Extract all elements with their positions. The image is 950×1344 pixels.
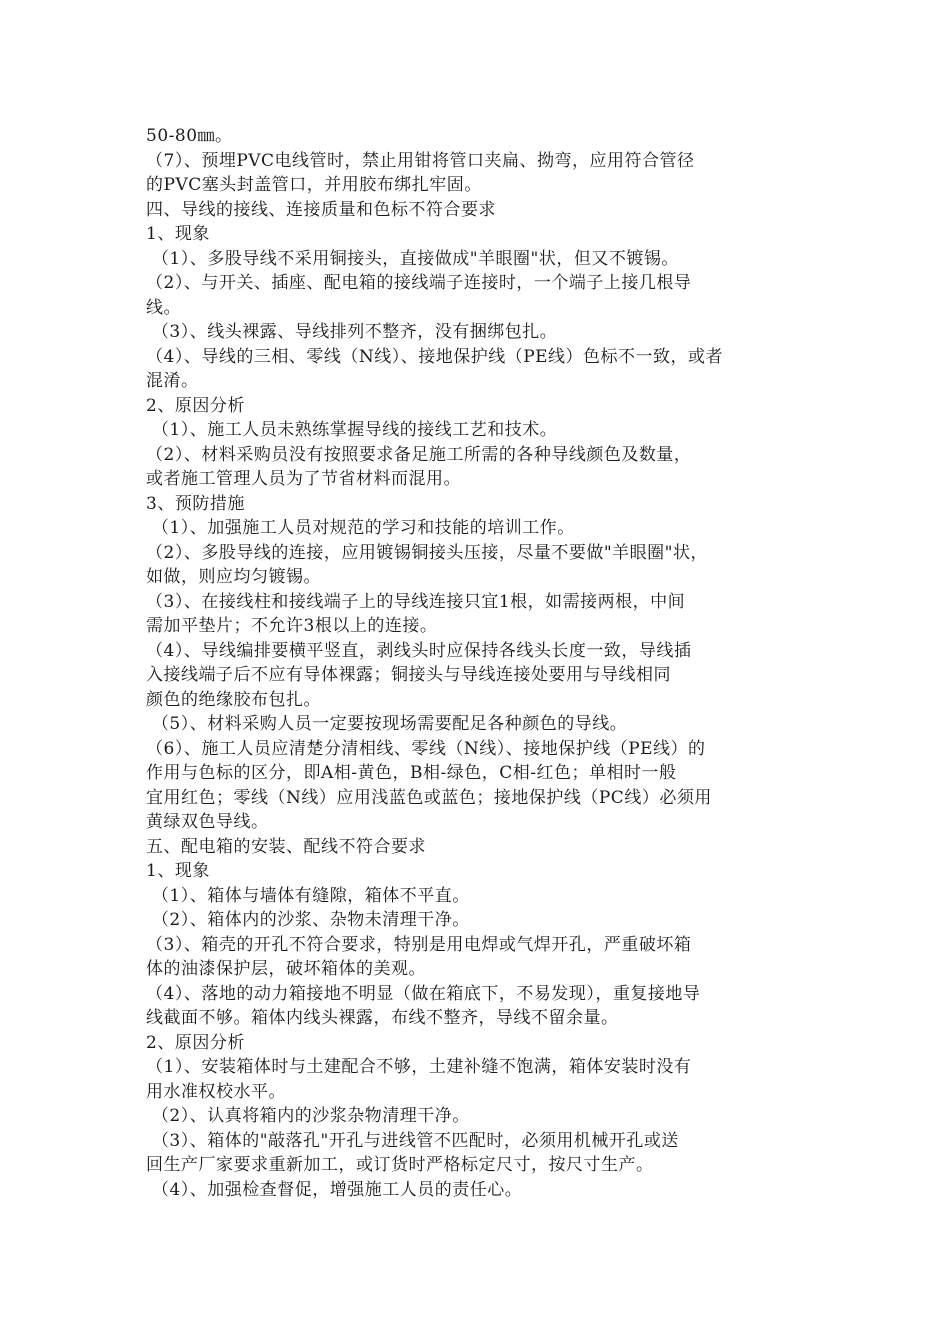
text-line: （4）、加强检查督促，增强施工人员的责任心。 xyxy=(146,1179,523,1200)
text-line: 颜色的绝缘胶布包扎。 xyxy=(146,689,321,710)
text-line: （3）、在接线柱和接线端子上的导线连接只宜1根，如需接两根，中间 xyxy=(146,591,686,612)
text-line: 线截面不够。箱体内线头裸露，布线不整齐，导线不留余量。 xyxy=(146,1008,619,1028)
text-line: （5）、材料采购人员一定要按现场需要配足各种颜色的导线。 xyxy=(146,714,628,734)
text-line: 五、配电箱的安装、配线不符合要求 xyxy=(146,836,426,857)
text-line: 的PVC塞头封盖管口，并用胶布绑扎牢固。 xyxy=(146,175,482,195)
text-line: （2）、认真将箱内的沙浆杂物清理干净。 xyxy=(146,1106,470,1126)
text-line: 四、导线的接线、连接质量和色标不符合要求 xyxy=(146,199,496,220)
text-line: 作用与色标的区分，即A相-黄色，B相-绿色，C相-红色；单相时一般 xyxy=(146,763,677,783)
text-line: 混淆。 xyxy=(146,371,199,391)
text-line: （2）、箱体内的沙浆、杂物未清理干净。 xyxy=(146,910,470,930)
text-line: 线。 xyxy=(146,297,181,318)
text-line: 用水准权校水平。 xyxy=(146,1081,286,1102)
text-line: 体的油漆保护层，破坏箱体的美观。 xyxy=(146,959,426,979)
document-body xyxy=(146,124,818,1202)
text-line: （3）、箱体的"敲落孔"开孔与进线管不匹配时，必须用机械开孔或送 xyxy=(146,1130,679,1151)
text-line: （1）、施工人员未熟练掌握导线的接线工艺和技术。 xyxy=(146,420,558,440)
text-line: 需加平垫片；不允许3根以上的连接。 xyxy=(146,616,438,636)
text-line: 2、原因分析 xyxy=(146,395,245,416)
text-line: （3）、线头裸露、导线排列不整齐，没有捆绑包扎。 xyxy=(146,322,558,342)
text-line: 1、现象 xyxy=(146,861,210,881)
text-line: （7）、预埋PVC电线管时，禁止用钳将管口夹扁、拗弯，应用符合管径 xyxy=(146,150,695,171)
text-line: （4）、导线的三相、零线（N线）、接地保护线（PE线）色标不一致，或者 xyxy=(146,346,724,367)
text-line: 2、原因分析 xyxy=(146,1032,245,1053)
text-line: （3）、箱壳的开孔不符合要求，特别是用电焊或气焊开孔，严重破坏箱 xyxy=(146,934,692,955)
text-line: 3、预防措施 xyxy=(146,493,245,514)
text-line: 或者施工管理人员为了节省材料而混用。 xyxy=(146,469,461,489)
text-line: （1）、多股导线不采用铜接头，直接做成"羊眼圈"状，但又不镀锡。 xyxy=(146,248,679,269)
text-line: 回生产厂家要求重新加工，或订货时严格标定尺寸，按尺寸生产。 xyxy=(146,1155,654,1175)
text-line: （2）、材料采购员没有按照要求备足施工所需的各种导线颜色及数量， xyxy=(146,444,692,465)
text-line: 黄绿双色导线。 xyxy=(146,812,269,832)
text-line: （2）、多股导线的连接，应用镀锡铜接头压接，尽量不要做"羊眼圈"状， xyxy=(146,542,708,563)
text-line: 入接线端子后不应有导体裸露；铜接头与导线连接处要用与导线相同 xyxy=(146,665,671,685)
text-line: 宜用红色；零线（N线）应用浅蓝色或蓝色；接地保护线（PC线）必须用 xyxy=(146,787,712,808)
text-line: （2）、与开关、插座、配电箱的接线端子连接时，一个端子上接几根导 xyxy=(146,273,692,293)
text-line: （4）、落地的动力箱接地不明显（做在箱底下，不易发现），重复接地导 xyxy=(146,983,701,1004)
text-line: 如做，则应均匀镀锡。 xyxy=(146,567,321,587)
text-line: （6）、施工人员应清楚分清相线、零线（N线）、接地保护线（PE线）的 xyxy=(146,738,706,759)
text-line: （1）、加强施工人员对规范的学习和技能的培训工作。 xyxy=(146,518,575,538)
text-line: 1、现象 xyxy=(146,224,210,244)
text-line: （1）、箱体与墙体有缝隙，箱体不平直。 xyxy=(146,885,470,906)
text-line: （1）、安装箱体时与土建配合不够，土建补缝不饱满，箱体安装时没有 xyxy=(146,1057,692,1077)
text-line: 50-80㎜。 xyxy=(146,126,233,146)
text-line: （4）、导线编排要横平竖直，剥线头时应保持各线头长度一致，导线插 xyxy=(146,640,692,661)
